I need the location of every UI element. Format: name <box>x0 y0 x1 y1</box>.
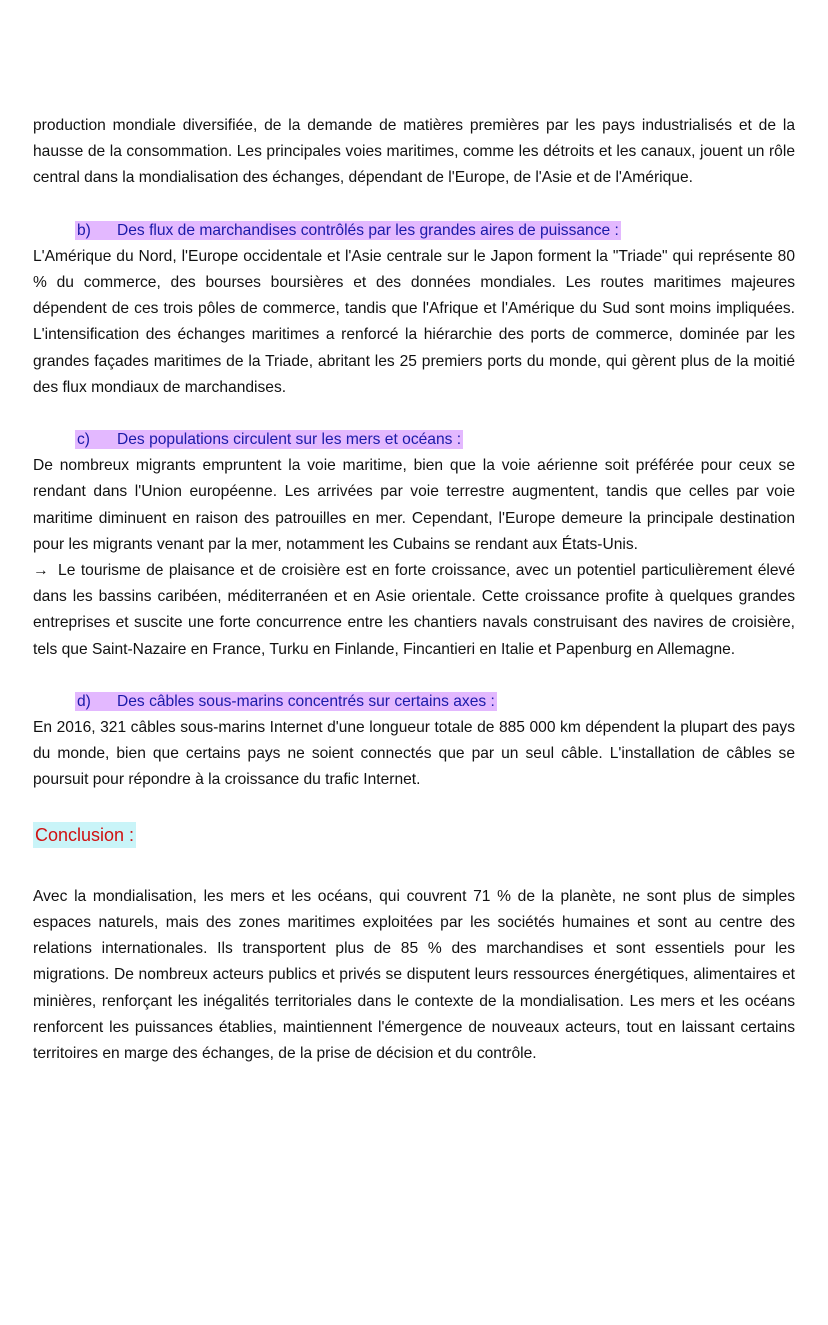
conclusion-heading-row <box>33 820 795 850</box>
spacer <box>33 192 795 218</box>
section-heading-d <box>75 689 795 715</box>
section-paragraph-c-2-text: Le tourisme de plaisance et de croisière est en forte croissance, avec un potentiel particulièrement élevé dans les bassins caribéen, méditerranéen et en Asie orientale. Cette croissance profite à quelques grandes entreprises et suscite une forte concurrence entre les chantiers navals construisant des navires de croisière, tels que Saint-Nazaire en France, Turku en Finlande, Fincantieri en Italie et Papenburg en Allemagne. <box>33 562 795 658</box>
section-letter: d) <box>77 692 91 710</box>
spacer <box>33 663 795 689</box>
section-paragraph-d: En 2016, 321 câbles sous-marins Internet d'une longueur totale de 885 000 km dépendent la plupart des pays du monde, bien que certains pays ne soient connectés que par un seul câble. L'installation de câbles se poursuit pour répondre à la croissance du trafic Internet. <box>33 719 795 789</box>
section-heading-highlight <box>75 221 621 240</box>
section-paragraph-c-2 <box>33 558 795 663</box>
section-title: Des populations circulent sur les mers et océans : <box>117 431 462 449</box>
conclusion-heading: Conclusion : <box>33 822 136 848</box>
spacer <box>33 850 795 884</box>
arrow-icon: → <box>33 562 49 580</box>
section-paragraph-b: L'Amérique du Nord, l'Europe occidentale et l'Asie centrale sur le Japon forment la "Triade" qui représente 80 % du commerce, des bourses boursières et des données mondiales. Les routes maritimes majeures dépendent de ces trois pôles de commerce, tandis que l'Afrique et l'Amérique du Sud sont moins impliquées. L'intensification des échanges maritimes a renforcé la hiérarchie des ports de commerce, dominée par les grandes façades maritimes de la Triade, abritant les 25 premiers ports du monde, qui gèrent plus de la moitié des flux mondiaux de marchandises. <box>33 247 795 396</box>
section-heading-b <box>75 218 795 244</box>
document-page <box>33 113 795 1067</box>
section-paragraph-c: De nombreux migrants empruntent la voie maritime, bien que la voie aérienne soit préférée pour ceux se rendant dans l'Union européenne. Les arrivées par voie terrestre augmentent, tandis que celles par voie maritime diminuent en raison des patrouilles en mer. Cependant, l'Europe demeure la principale destination pour les migrants venant par la mer, notamment les Cubains se rendant aux États-Unis. <box>33 457 795 553</box>
spacer <box>33 794 795 820</box>
section-heading-highlight <box>75 692 497 711</box>
section-heading-c <box>75 427 795 453</box>
section-title: Des flux de marchandises contrôlés par les grandes aires de puissance : <box>117 221 619 239</box>
section-letter: b) <box>77 221 91 239</box>
section-title: Des câbles sous-marins concentrés sur certains axes : <box>117 692 495 710</box>
section-letter: c) <box>77 431 90 449</box>
conclusion-paragraph: Avec la mondialisation, les mers et les océans, qui couvrent 71 % de la planète, ne sont plus de simples espaces naturels, mais des zones maritimes exploitées par les sociétés humaines et sont au centre des relations internationales. Ils transportent plus de 85 % des marchandises et sont essentiels pour les migrations. De nombreux acteurs publics et privés se disputent leurs ressources énergétiques, alimentaires et minières, renforçant les inégalités territoriales dans le contexte de la mondialisation. Les mers et les océans renforcent les puissances établies, maintiennent l'émergence de nouveaux acteurs, tout en laissant certains territoires en marge des échanges, de la prise de décision et du contrôle. <box>33 887 795 1063</box>
section-heading-highlight <box>75 430 463 449</box>
spacer <box>33 401 795 427</box>
intro-paragraph: production mondiale diversifiée, de la demande de matières premières par les pays industrialisés et de la hausse de la consommation. Les principales voies maritimes, comme les détroits et les canaux, jouent un rôle central dans la mondialisation des échanges, dépendant de l'Europe, de l'Asie et de l'Amérique. <box>33 117 795 187</box>
